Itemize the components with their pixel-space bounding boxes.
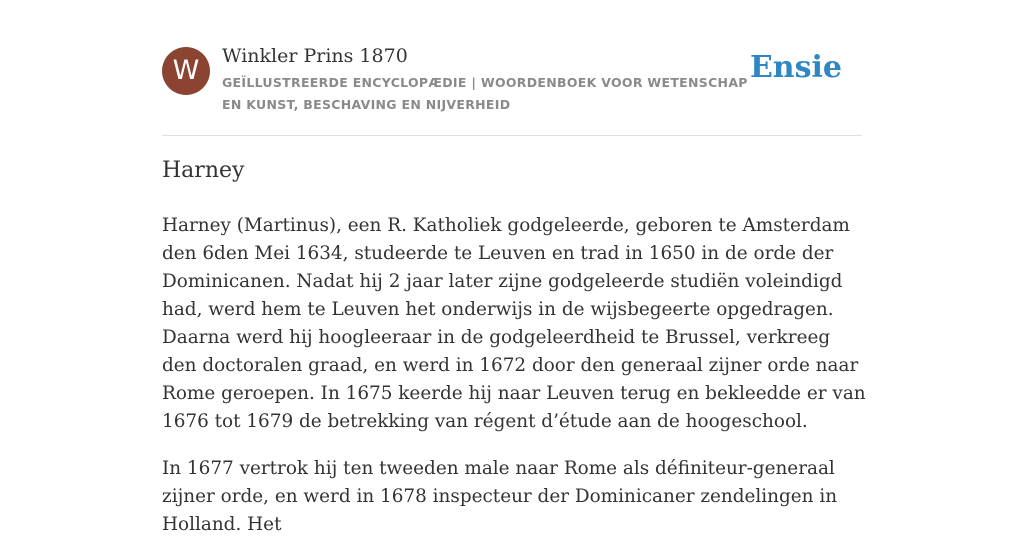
source-avatar[interactable]: W: [162, 47, 210, 95]
source-subtitle: GEÏLLUSTREERDE ENCYCLOPÆDIE | WOORDENBOEK VOOR WETENSCHAP EN KUNST, BESCHAVING EN NIJVERHEID: [222, 75, 748, 112]
header-divider: [162, 135, 862, 136]
ensie-logo[interactable]: Ensie: [749, 50, 842, 85]
source-header: [162, 40, 862, 135]
entry-content: [162, 212, 867, 558]
entry-title: Harney: [162, 158, 245, 183]
entry-paragraph-1: Harney (Martinus), een R. Katholiek godgeleerde, geboren te Amsterdam den 6den Mei 1634, studeerde te Leuven en trad in 1650 in de orde der Dominicanen. Nadat hij 2 jaar later zijne godgeleerde studiën voleindigd had, werd hem te Leuven het onderwijs in de wijsbegeerte opgedragen. Daarna werd hij hoogleeraar in de godgeleerdheid te Brussel, verkreeg den doctoralen graad, en werd in 1672 door den generaal zijner orde naar Rome geroepen. In 1675 keerde hij naar Leuven terug en bekleedde er van 1676 tot 1679 de betrekking van régent d’étude aan de hoogeschool.: [162, 215, 866, 432]
entry-paragraph-2: In 1677 vertrok hij ten tweeden male naar Rome als définiteur-generaal zijner orde, en werd in 1678 inspecteur der Dominicaner zendelingen in Holland. Het: [162, 458, 838, 535]
source-title[interactable]: Winkler Prins 1870: [222, 45, 408, 67]
